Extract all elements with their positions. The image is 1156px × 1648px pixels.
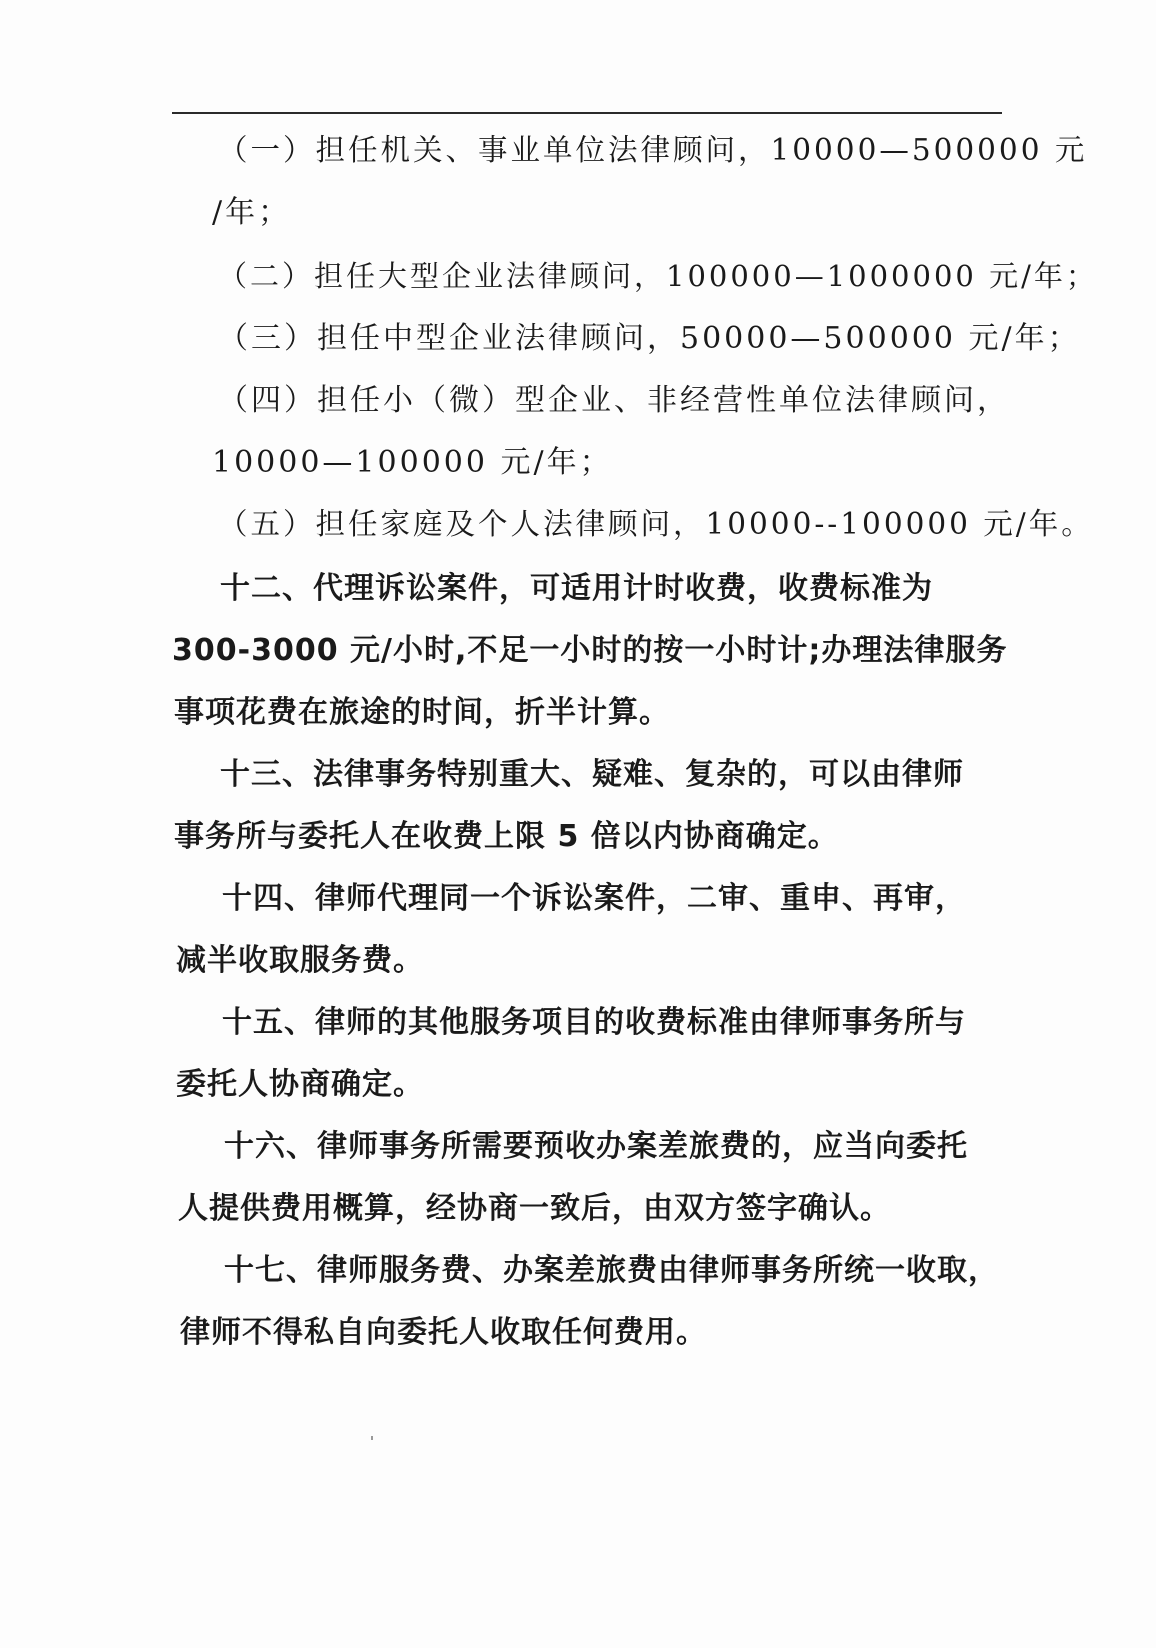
clause-12-line-1: 十二、代理诉讼案件，可适用计时收费，收费标准为 <box>220 571 933 606</box>
clause-15-line-2: 委托人协商确定。 <box>176 1067 424 1102</box>
fee-item-3: （三）担任中型企业法律顾问，50000—500000 元/年； <box>218 321 1081 356</box>
fee-item-4-line-2: 10000—100000 元/年； <box>212 445 613 480</box>
fee-item-2: （二）担任大型企业法律顾问，100000—1000000 元/年； <box>218 259 1098 293</box>
clause-15-line-1: 十五、律师的其他服务项目的收费标准由律师事务所与 <box>222 1005 966 1040</box>
fee-item-1-line-1: （一）担任机关、事业单位法律顾问，10000—500000 元 <box>218 133 1088 167</box>
clause-13-line-1: 十三、法律事务特别重大、疑难、复杂的，可以由律师 <box>220 757 964 792</box>
clause-17-line-2: 律师不得私自向委托人收取任何费用。 <box>180 1315 707 1350</box>
fee-item-5: （五）担任家庭及个人法律顾问，10000--100000 元/年。 <box>218 507 1094 541</box>
fee-item-1-line-2: /年； <box>212 195 292 230</box>
clause-17-line-1: 十七、律师服务费、办案差旅费由律师事务所统一收取， <box>224 1253 999 1288</box>
clause-13-line-2: 事务所与委托人在收费上限 5 倍以内协商确定。 <box>174 819 839 854</box>
clause-14-line-1: 十四、律师代理同一个诉讼案件，二审、重申、再审， <box>222 881 966 916</box>
clause-16-line-2: 人提供费用概算，经协商一致后，由双方签字确认。 <box>178 1191 891 1226</box>
scan-speck <box>371 1436 373 1440</box>
fee-item-4-line-1: （四）担任小（微）型企业、非经营性单位法律顾问， <box>218 383 1010 418</box>
clause-14-line-2: 减半收取服务费。 <box>176 943 424 978</box>
header-rule <box>172 112 1002 114</box>
clause-12-line-3: 事项花费在旅途的时间，折半计算。 <box>174 695 670 730</box>
clause-12-line-2: 300-3000 元/小时,不足一小时的按一小时计;办理法律服务 <box>172 633 1008 668</box>
clause-16-line-1: 十六、律师事务所需要预收办案差旅费的，应当向委托 <box>224 1129 968 1164</box>
